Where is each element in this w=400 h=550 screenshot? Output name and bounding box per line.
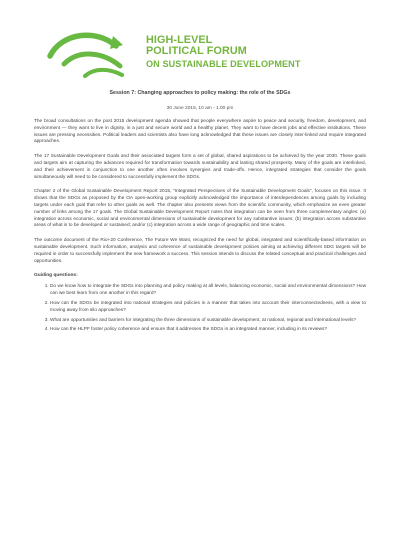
- brand-line-2: POLITICAL FORUM: [146, 45, 247, 58]
- guiding-question-2: 2. How can the SDGs be integrated into national strategies and policies in a manner that takes into account their interconnectedness, with a view to moving away from silo approaches?: [50, 301, 366, 315]
- guiding-questions-heading: Guiding questions:: [34, 273, 78, 279]
- brand-line-1: HIGH-LEVEL: [146, 33, 213, 46]
- hlpf-logo: [44, 22, 140, 82]
- guiding-question-4: 4. How can the HLPF foster policy coherence and ensure that it addresses the SDGs in an integrated manner, including in its reviews?: [50, 327, 366, 334]
- guiding-questions-list: [34, 284, 366, 334]
- paragraph-3: Chapter 2 of the Global Sustainable Development Report 2015, “Integrated Perspectives of the Sustainable Development Goals”, focuses on this issue. It shows that the SDGs as proposed by the OA open-working group explicitly acknowledged the importance of interdependences among goals by including targets under each goal that refer to other goals as well. The chapter also presents views from the scientific community, which emphasize an even greater number of links among the 17 goals. The Global Sustainable Development Report notes that integration can be seen from three complementary angles: (a) integration across economic, social and environmental dimensions of sustainable development for any substantive issues; (b) integration across substantive areas of what is to be developed or sustained; and/or (c) integration across a wide range of geographic and time scales.: [34, 189, 366, 229]
- session-date: 30 June 2015, 10 am - 1.00 pm: [166, 106, 234, 111]
- guiding-question-1: 1. Do we know how to integrate the SDGs into planning and policy making at all levels, balancing economic, social and environmental dimensions? How can we best learn from one another in this regard?: [50, 284, 366, 298]
- brand-name: [146, 35, 301, 69]
- brand-line-3: ON SUSTAINABLE DEVELOPMENT: [146, 58, 301, 69]
- guiding-question-3: 3. What are opportunities and barriers for integrating the three dimensions of sustainable development, at national, regional and international levels?: [50, 318, 366, 325]
- session-title: Session 7: Changing approaches to policy making: the role of the SDGs: [109, 90, 291, 96]
- document-header: [44, 18, 366, 86]
- paragraph-1: The broad consultations on the post 2015 development agenda showed that people everywhere aspire to peace and security, freedom, development, and environment — they want to live in dignity, in a just and secure world and a healthy planet. They want to have decent jobs and effective institutions. These issues are pressing necessities. Political leaders and scientists also have long acknowledged that these issues are closely inter-linked and require integrated approaches.: [34, 119, 366, 145]
- paragraph-4: The outcome document of the Rio+20 Conference, The Future We Want, recognized the need for global, integrated and scientifically-based information on sustainable development. Such information, analysis and coherence of sustainable development policies aiming at achieving different SDG targets will be required in order to successfully implement the new framework a success. This session intends to discuss the related conceptual and practical challenges and opportunities.: [34, 238, 366, 264]
- paragraph-2: The 17 Sustainable Development Goals and their associated targets form a set of global, shared aspirations to be achieved by the year 2030. These goals and targets aim at capturing the advances required for transformation towards sustainability and lasting shared prosperity. Many of the goals are interlinked, and their achievement in conjunction to one another often involves synergies and trade-offs. Hence, integrated strategies that consider the goals simultaneously will need to be considered to successfully implement the SDGs.: [34, 154, 366, 180]
